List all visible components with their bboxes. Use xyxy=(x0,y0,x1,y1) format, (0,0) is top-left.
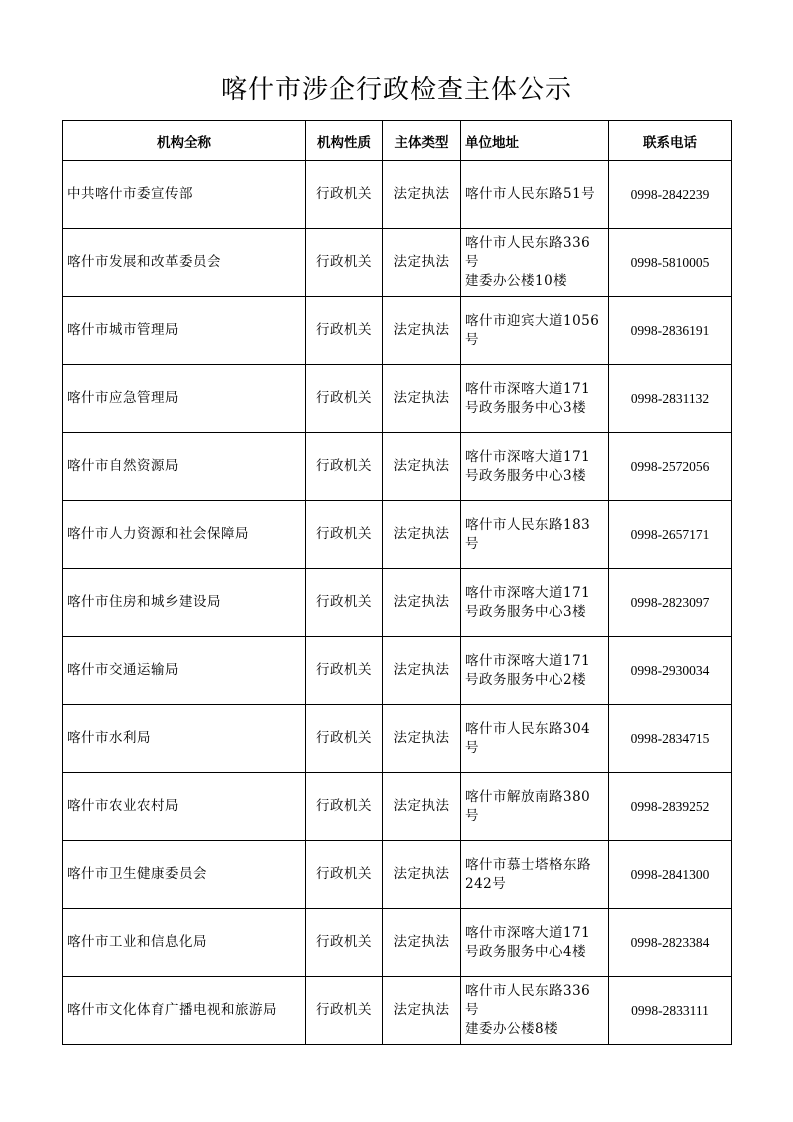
cell-nature: 行政机关 xyxy=(306,433,383,501)
cell-address: 喀什市人民东路304号 xyxy=(461,705,609,773)
cell-nature: 行政机关 xyxy=(306,773,383,841)
cell-phone: 0998-2572056 xyxy=(609,433,732,501)
table-row xyxy=(63,569,732,637)
cell-name: 喀什市卫生健康委员会 xyxy=(63,841,306,909)
cell-nature: 行政机关 xyxy=(306,569,383,637)
header-phone: 联系电话 xyxy=(609,121,732,161)
cell-address: 喀什市迎宾大道1056号 xyxy=(461,297,609,365)
cell-address: 喀什市人民东路183号 xyxy=(461,501,609,569)
cell-type: 法定执法 xyxy=(383,637,461,705)
table-row xyxy=(63,705,732,773)
cell-type: 法定执法 xyxy=(383,297,461,365)
cell-nature: 行政机关 xyxy=(306,229,383,297)
table-row xyxy=(63,909,732,977)
table-row xyxy=(63,433,732,501)
cell-name: 喀什市人力资源和社会保障局 xyxy=(63,501,306,569)
cell-address: 喀什市人民东路336号 建委办公楼8楼 xyxy=(461,977,609,1045)
table-row xyxy=(63,501,732,569)
cell-address: 喀什市人民东路336号 建委办公楼10楼 xyxy=(461,229,609,297)
cell-type: 法定执法 xyxy=(383,501,461,569)
cell-name: 中共喀什市委宣传部 xyxy=(63,161,306,229)
cell-address: 喀什市慕士塔格东路 242号 xyxy=(461,841,609,909)
cell-name: 喀什市自然资源局 xyxy=(63,433,306,501)
cell-phone: 0998-2842239 xyxy=(609,161,732,229)
cell-name: 喀什市城市管理局 xyxy=(63,297,306,365)
table-header-row xyxy=(63,121,732,161)
cell-nature: 行政机关 xyxy=(306,637,383,705)
cell-nature: 行政机关 xyxy=(306,161,383,229)
cell-phone: 0998-2657171 xyxy=(609,501,732,569)
table-row xyxy=(63,297,732,365)
cell-phone: 0998-2930034 xyxy=(609,637,732,705)
cell-name: 喀什市交通运输局 xyxy=(63,637,306,705)
cell-name: 喀什市应急管理局 xyxy=(63,365,306,433)
cell-name: 喀什市住房和城乡建设局 xyxy=(63,569,306,637)
cell-nature: 行政机关 xyxy=(306,297,383,365)
cell-type: 法定执法 xyxy=(383,161,461,229)
cell-address: 喀什市深喀大道171 号政务服务中心4楼 xyxy=(461,909,609,977)
cell-phone: 0998-2823097 xyxy=(609,569,732,637)
cell-name: 喀什市水利局 xyxy=(63,705,306,773)
cell-phone: 0998-2839252 xyxy=(609,773,732,841)
cell-type: 法定执法 xyxy=(383,569,461,637)
header-name: 机构全称 xyxy=(63,121,306,161)
cell-name: 喀什市发展和改革委员会 xyxy=(63,229,306,297)
cell-address: 喀什市深喀大道171 号政务服务中心2楼 xyxy=(461,637,609,705)
cell-type: 法定执法 xyxy=(383,773,461,841)
cell-nature: 行政机关 xyxy=(306,977,383,1045)
header-type: 主体类型 xyxy=(383,121,461,161)
cell-nature: 行政机关 xyxy=(306,501,383,569)
cell-name: 喀什市农业农村局 xyxy=(63,773,306,841)
cell-phone: 0998-2836191 xyxy=(609,297,732,365)
table-row xyxy=(63,365,732,433)
cell-type: 法定执法 xyxy=(383,433,461,501)
table-row xyxy=(63,229,732,297)
cell-nature: 行政机关 xyxy=(306,365,383,433)
cell-nature: 行政机关 xyxy=(306,705,383,773)
cell-phone: 0998-5810005 xyxy=(609,229,732,297)
header-nature: 机构性质 xyxy=(306,121,383,161)
cell-type: 法定执法 xyxy=(383,365,461,433)
table-row xyxy=(63,637,732,705)
cell-address: 喀什市人民东路51号 xyxy=(461,161,609,229)
header-address: 单位地址 xyxy=(461,121,609,161)
cell-phone: 0998-2841300 xyxy=(609,841,732,909)
table-row xyxy=(63,161,732,229)
table-row xyxy=(63,977,732,1045)
cell-phone: 0998-2834715 xyxy=(609,705,732,773)
cell-address: 喀什市深喀大道171 号政务服务中心3楼 xyxy=(461,433,609,501)
cell-type: 法定执法 xyxy=(383,909,461,977)
cell-name: 喀什市文化体育广播电视和旅游局 xyxy=(63,977,306,1045)
cell-address: 喀什市深喀大道171 号政务服务中心3楼 xyxy=(461,569,609,637)
cell-type: 法定执法 xyxy=(383,229,461,297)
cell-phone: 0998-2833111 xyxy=(609,977,732,1045)
cell-type: 法定执法 xyxy=(383,841,461,909)
page-title: 喀什市涉企行政检查主体公示 xyxy=(220,75,572,105)
cell-name: 喀什市工业和信息化局 xyxy=(63,909,306,977)
table-row xyxy=(63,841,732,909)
inspection-subject-table xyxy=(62,120,732,1045)
cell-address: 喀什市解放南路380号 xyxy=(461,773,609,841)
cell-phone: 0998-2823384 xyxy=(609,909,732,977)
cell-type: 法定执法 xyxy=(383,977,461,1045)
cell-nature: 行政机关 xyxy=(306,909,383,977)
table-row xyxy=(63,773,732,841)
cell-phone: 0998-2831132 xyxy=(609,365,732,433)
cell-address: 喀什市深喀大道171 号政务服务中心3楼 xyxy=(461,365,609,433)
cell-type: 法定执法 xyxy=(383,705,461,773)
cell-nature: 行政机关 xyxy=(306,841,383,909)
